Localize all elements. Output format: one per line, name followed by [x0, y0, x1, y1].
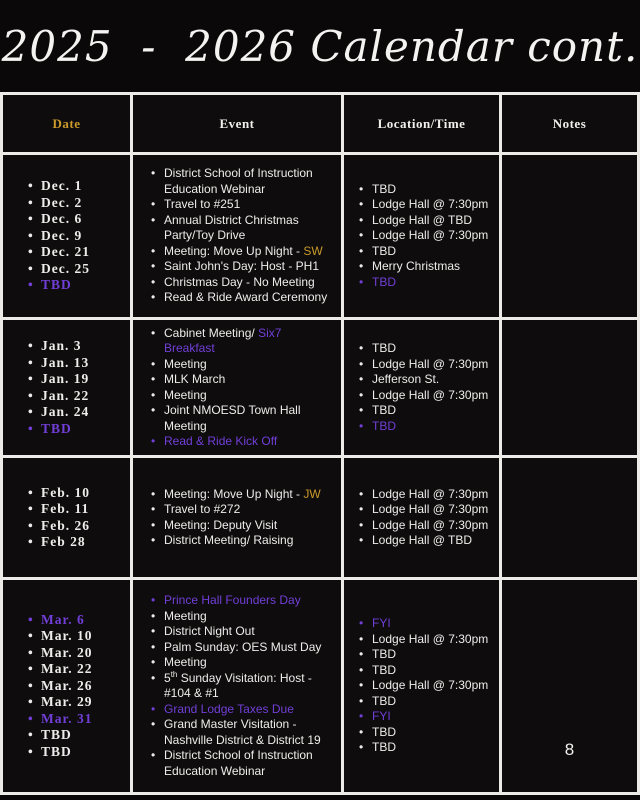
date-item [41, 727, 124, 744]
page-number: 8 [564, 740, 575, 759]
location-item [372, 403, 493, 419]
location-item [372, 419, 493, 435]
location-item-text: Merry Christmas [372, 259, 461, 274]
location-item [372, 694, 493, 710]
event-item [164, 640, 335, 656]
date-list-march [3, 612, 130, 761]
event-item-text: Grand Master Visitation - Nashville District & District 19 [164, 717, 321, 747]
event-item [164, 434, 335, 450]
date-item-text: Dec. 6 [41, 211, 83, 227]
event-cell-december [133, 155, 341, 317]
event-list-december [133, 166, 341, 306]
event-item-text: Grand Lodge Taxes Due [164, 701, 294, 716]
event-list-march [133, 593, 341, 779]
date-item-text: Mar. 20 [41, 644, 93, 660]
event-item [164, 593, 335, 609]
location-item-text: TBD [372, 274, 396, 289]
location-item [372, 213, 493, 229]
column-header-label: Date [52, 115, 81, 131]
date-item-text: Jan. 19 [41, 371, 90, 386]
event-item-text: SW [303, 243, 323, 258]
event-item [164, 748, 335, 779]
location-item [372, 502, 493, 518]
event-list-january [133, 326, 341, 450]
location-item-text: TBD [372, 693, 396, 708]
date-item [41, 501, 124, 518]
event-cell-february [133, 458, 341, 577]
event-item-text: Joint NMOESD Town Hall Meeting [164, 403, 301, 433]
date-item-text: TBD [41, 420, 72, 436]
location-item [372, 197, 493, 213]
location-item [372, 740, 493, 756]
event-item-text: th [170, 669, 178, 679]
location-list-january [344, 341, 499, 434]
date-item [41, 404, 124, 421]
date-item [41, 371, 124, 388]
date-item-text: Feb 28 [41, 534, 86, 549]
date-item [41, 661, 124, 678]
location-item [372, 725, 493, 741]
date-item [41, 388, 124, 405]
date-item-text: Jan. 24 [41, 404, 90, 419]
location-cell-december [344, 155, 499, 317]
date-item-text: TBD [41, 277, 72, 293]
location-item [372, 616, 493, 632]
location-item-text: TBD [372, 740, 396, 755]
date-cell-january [3, 320, 130, 455]
event-item [164, 244, 335, 260]
date-item [41, 694, 124, 711]
location-item-text: Lodge Hall @ 7:30pm [372, 197, 489, 212]
event-item [164, 671, 335, 702]
date-item [41, 678, 124, 695]
calendar-table [0, 92, 640, 795]
event-item-text: Meeting [164, 387, 207, 402]
date-item [41, 711, 124, 728]
date-item [41, 178, 124, 195]
event-item [164, 403, 335, 434]
notes-cell-march [502, 580, 637, 792]
location-item-text: Lodge Hall @ 7:30pm [372, 631, 489, 646]
event-item [164, 609, 335, 625]
column-header-label: Location/Time [377, 115, 466, 131]
column-header-event [133, 95, 341, 152]
location-list-february [344, 487, 499, 549]
location-item [372, 372, 493, 388]
location-item-text: FYI [372, 616, 391, 631]
event-item [164, 275, 335, 291]
date-item-text: Dec. 21 [41, 244, 90, 260]
event-item-text: Annual District Christmas Party/Toy Drive [164, 212, 299, 243]
event-item-text: Read & Ride Award Ceremony [164, 290, 328, 305]
location-item-text: Lodge Hall @ 7:30pm [372, 228, 489, 243]
event-item [164, 717, 335, 748]
date-list-february [3, 485, 130, 551]
location-item-text: Lodge Hall @ 7:30pm [372, 356, 489, 371]
event-item-text: Palm Sunday: OES Must Day [164, 639, 322, 654]
column-header-notes [502, 95, 637, 152]
date-item-text: Dec. 2 [41, 194, 83, 210]
location-item-text: Lodge Hall @ 7:30pm [372, 678, 489, 693]
location-item [372, 228, 493, 244]
date-item-text: TBD [41, 727, 72, 743]
event-item-text: Read & Ride Kick Off [164, 434, 278, 448]
date-item-text: Jan. 22 [41, 387, 90, 403]
location-item [372, 518, 493, 534]
event-item-text: District Meeting/ Raising [164, 533, 294, 547]
date-item-text: Feb. 10 [41, 484, 90, 500]
location-item [372, 388, 493, 404]
date-item-text: Jan. 3 [41, 338, 82, 353]
event-item [164, 197, 335, 213]
event-item [164, 518, 335, 534]
event-item [164, 290, 335, 306]
event-item-text: Cabinet Meeting/ [164, 325, 259, 340]
event-item-text: Meeting: Deputy Visit [164, 517, 278, 532]
date-cell-december [3, 155, 130, 317]
event-item [164, 326, 335, 357]
location-item-text: TBD [372, 341, 396, 355]
location-item-text: Lodge Hall @ 7:30pm [372, 502, 489, 516]
event-item-text: District School of Instruction Education Webinar [164, 166, 313, 196]
event-item-text: Travel to #251 [164, 197, 241, 212]
date-item [41, 421, 124, 438]
event-item-text: District Night Out [164, 624, 255, 638]
column-header-location-time [344, 95, 499, 152]
date-item-text: Mar. 22 [41, 661, 93, 677]
date-item [41, 485, 124, 502]
event-item-text: Meeting: Move Up Night - [164, 243, 304, 258]
location-item-text: Lodge Hall @ TBD [372, 212, 473, 227]
date-item-text: Jan. 13 [41, 354, 90, 370]
page-title: 2025 - 2026 Calendar cont. [1, 21, 639, 71]
location-cell-january [344, 320, 499, 455]
notes-cell-january [502, 320, 637, 455]
date-item [41, 744, 124, 761]
event-item-text: Prince Hall Founders Day [164, 593, 301, 607]
location-item [372, 533, 493, 549]
event-item-text: Meeting: Move Up Night - [164, 486, 304, 501]
column-header-label: Notes [552, 115, 587, 131]
date-item-text: Mar. 26 [41, 677, 93, 693]
event-item [164, 388, 335, 404]
location-item [372, 709, 493, 725]
location-item [372, 182, 493, 198]
date-item-text: Dec. 25 [41, 260, 90, 276]
event-cell-january [133, 320, 341, 455]
event-item-text: Meeting [164, 608, 207, 623]
event-item-text: District School of Instruction Education Webinar [164, 748, 313, 778]
location-item [372, 341, 493, 357]
date-item-text: Mar. 6 [41, 611, 85, 627]
date-item-text: Mar. 10 [41, 628, 93, 644]
location-list-march [344, 616, 499, 756]
date-list-january [3, 338, 130, 437]
date-item [41, 645, 124, 662]
event-item-text: Christmas Day - No Meeting [164, 274, 315, 289]
date-item [41, 261, 124, 278]
location-item [372, 259, 493, 275]
event-item-text: JW [303, 486, 321, 501]
event-item-text: Travel to #272 [164, 502, 241, 516]
date-item [41, 518, 124, 535]
location-item [372, 244, 493, 260]
date-item-text: Mar. 31 [41, 710, 93, 726]
location-item [372, 275, 493, 291]
date-cell-march [3, 580, 130, 792]
location-item-text: TBD [372, 243, 396, 258]
date-item [41, 211, 124, 228]
event-item [164, 213, 335, 244]
date-item [41, 244, 124, 261]
location-item-text: Jefferson St. [372, 372, 440, 386]
location-cell-february [344, 458, 499, 577]
date-item [41, 277, 124, 294]
date-item [41, 612, 124, 629]
event-cell-march [133, 580, 341, 792]
event-item-text: Saint John's Day: Host - PH1 [164, 259, 320, 274]
date-item [41, 195, 124, 212]
event-item-text: Sunday Visitation: Host - #104 & #1 [164, 670, 312, 700]
event-list-february [133, 487, 341, 549]
date-item [41, 228, 124, 245]
column-header-date [3, 95, 130, 152]
notes-cell-february [502, 458, 637, 577]
event-item [164, 502, 335, 518]
location-cell-march [344, 580, 499, 792]
date-cell-february [3, 458, 130, 577]
event-item [164, 166, 335, 197]
location-list-december [344, 182, 499, 291]
event-item [164, 624, 335, 640]
location-item-text: TBD [372, 418, 396, 433]
date-item [41, 534, 124, 551]
location-item-text: TBD [372, 181, 396, 196]
event-item [164, 372, 335, 388]
event-item [164, 487, 335, 503]
event-item-text: 5 [164, 670, 171, 685]
event-item [164, 533, 335, 549]
notes-cell-december [502, 155, 637, 317]
event-item [164, 655, 335, 671]
date-item [41, 338, 124, 355]
date-item-text: Feb. 11 [41, 501, 90, 516]
date-item [41, 355, 124, 372]
event-item-text: Meeting [164, 655, 207, 669]
date-item-text: Feb. 26 [41, 517, 90, 533]
location-item-text: FYI [372, 709, 391, 724]
location-item-text: TBD [372, 403, 396, 417]
location-item [372, 647, 493, 663]
event-item-text: MLK March [164, 372, 226, 386]
date-item-text: Mar. 29 [41, 694, 93, 710]
location-item [372, 487, 493, 503]
column-header-label: Event [219, 115, 255, 131]
location-item-text: Lodge Hall @ 7:30pm [372, 387, 489, 402]
date-item-text: Dec. 1 [41, 178, 83, 194]
location-item-text: Lodge Hall @ 7:30pm [372, 517, 489, 532]
date-item [41, 628, 124, 645]
location-item-text: TBD [372, 647, 396, 662]
event-item-text: Six7 Breakfast [164, 325, 282, 355]
location-item-text: TBD [372, 724, 396, 739]
location-item [372, 632, 493, 648]
date-list-december [3, 178, 130, 294]
event-item [164, 702, 335, 718]
date-item-text: TBD [41, 743, 72, 759]
location-item [372, 663, 493, 679]
event-item-text: Meeting [164, 356, 207, 371]
location-item-text: Lodge Hall @ TBD [372, 533, 473, 547]
location-item-text: Lodge Hall @ 7:30pm [372, 486, 489, 501]
event-item [164, 259, 335, 275]
location-item [372, 678, 493, 694]
location-item-text: TBD [372, 662, 396, 677]
location-item [372, 357, 493, 373]
date-item-text: Dec. 9 [41, 227, 83, 243]
event-item [164, 357, 335, 373]
